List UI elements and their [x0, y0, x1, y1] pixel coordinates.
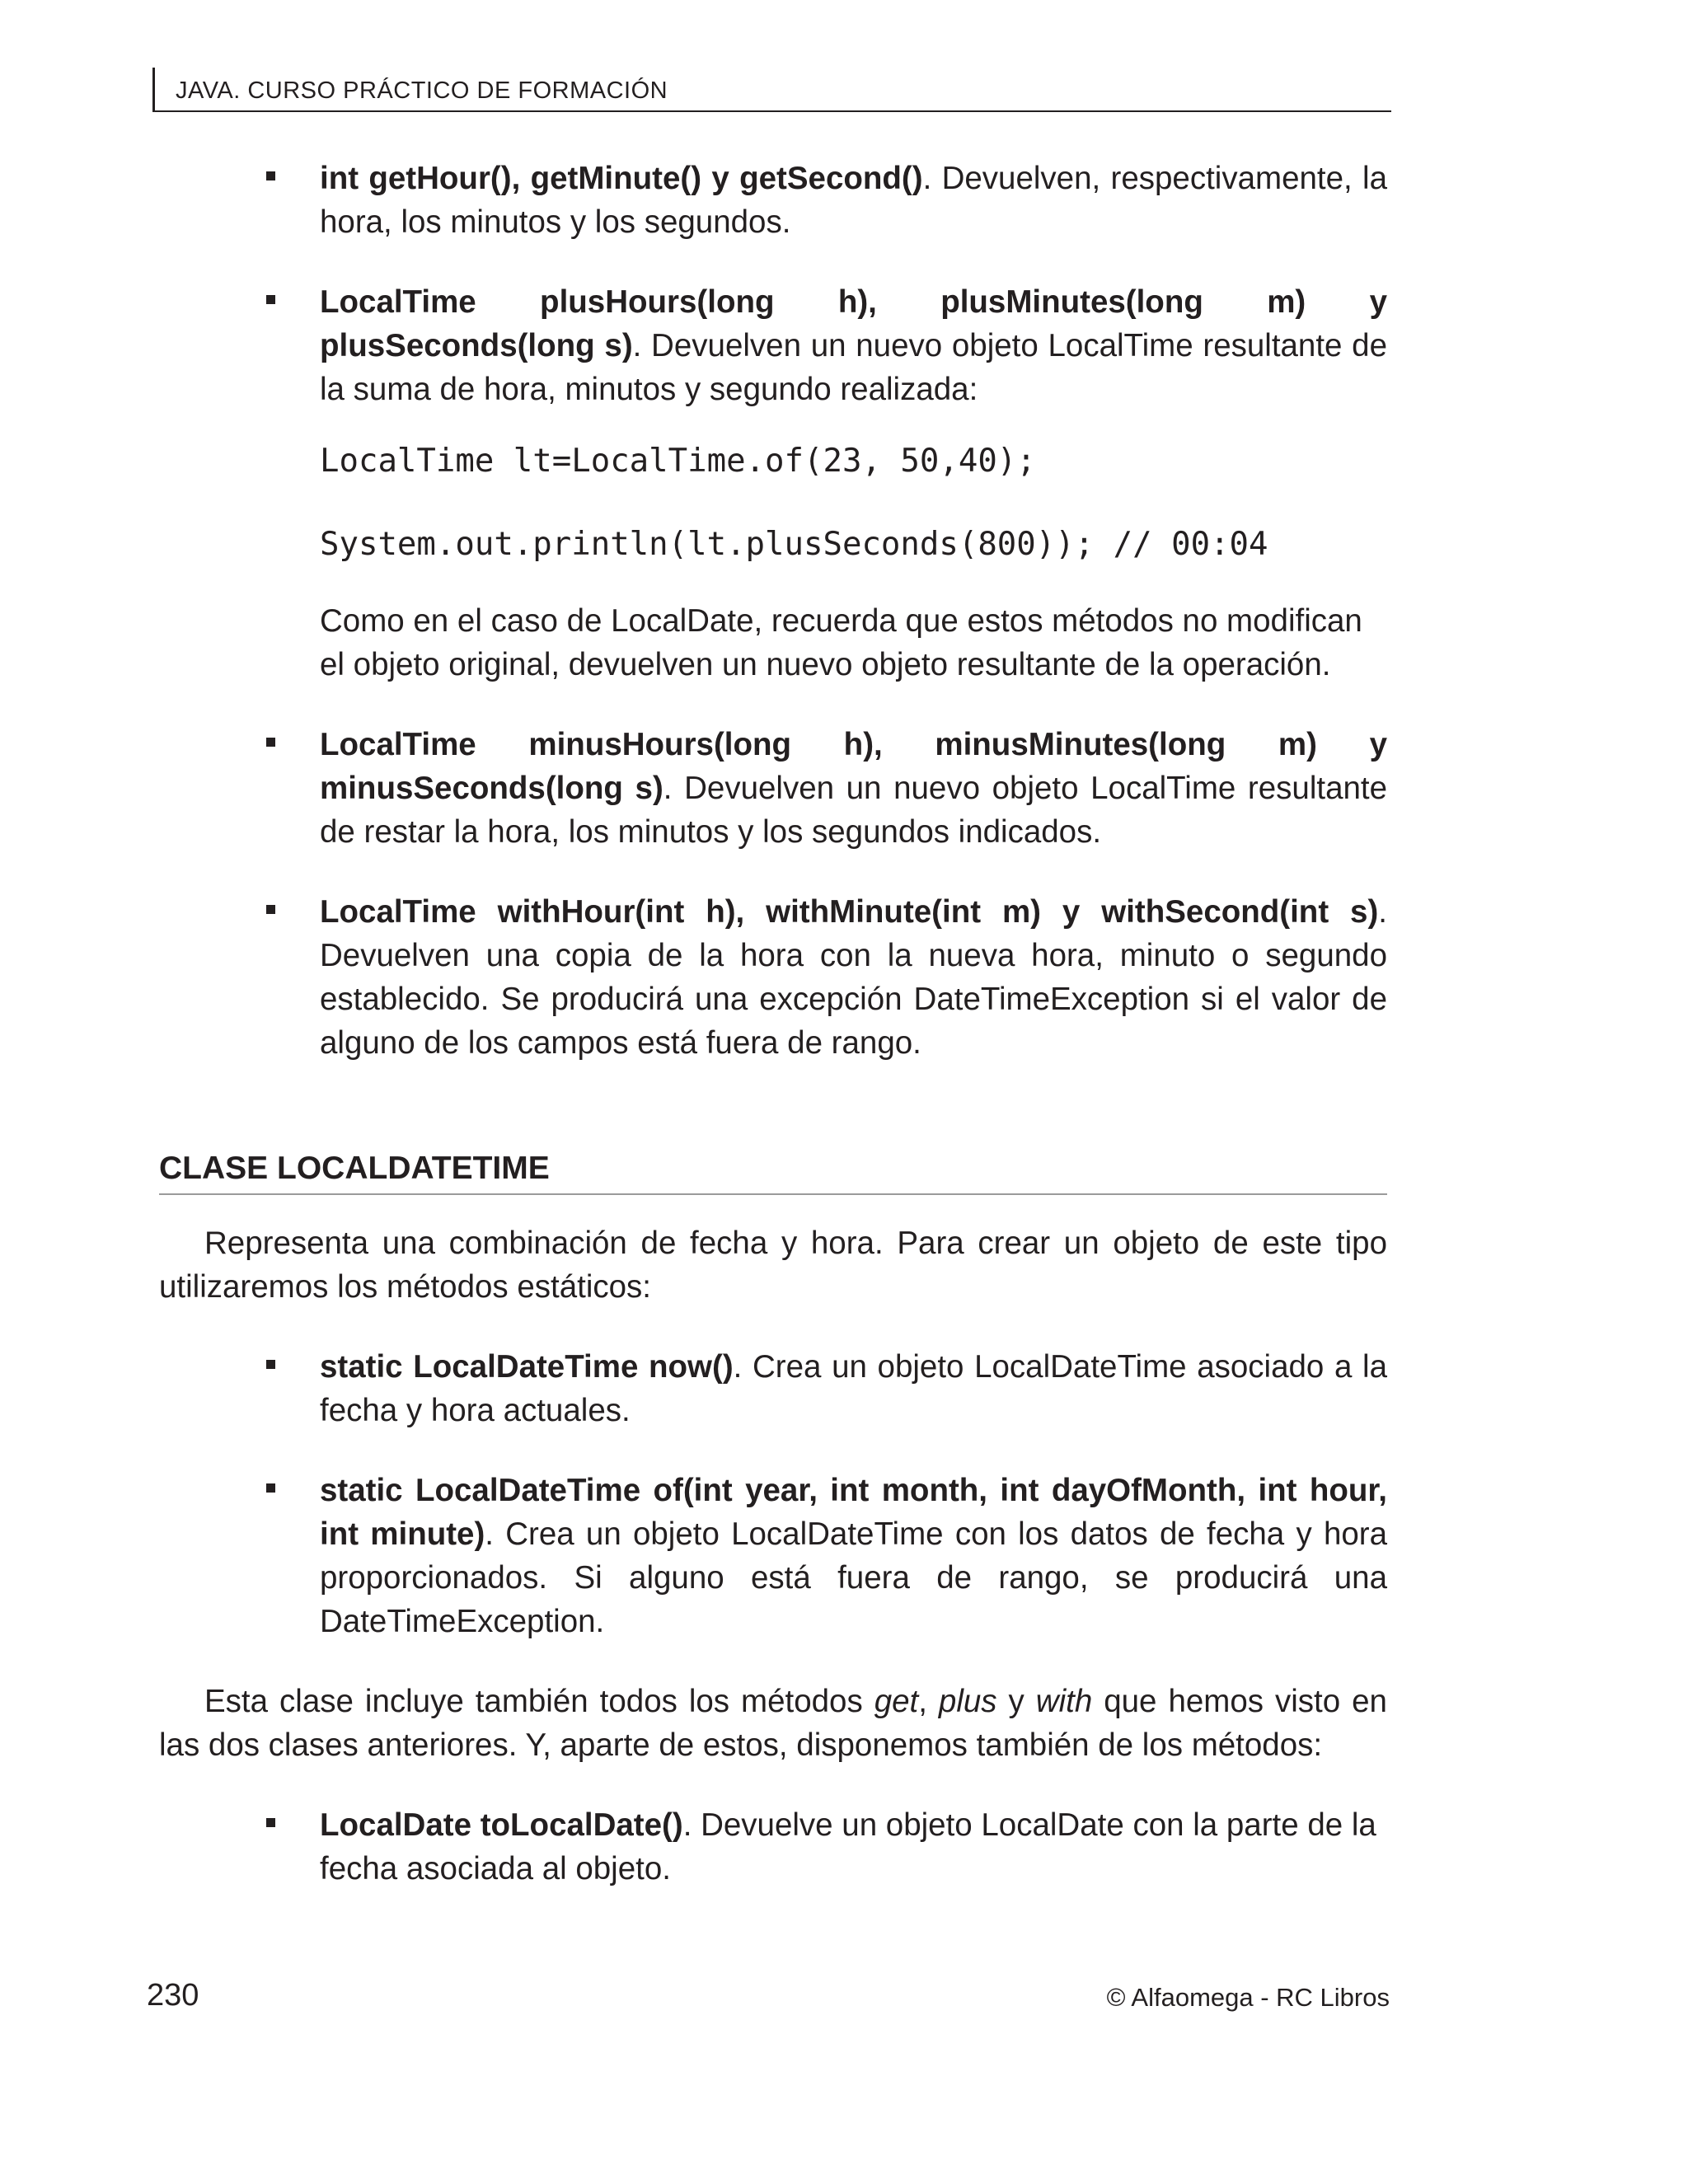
text-run: Esta clase incluye también todos los métodos — [204, 1684, 874, 1719]
list-item-now — [159, 1345, 1387, 1432]
text-run: y — [996, 1684, 1036, 1719]
italic-get: get — [874, 1684, 919, 1719]
section-heading: CLASE LOCALDATETIME — [159, 1147, 1387, 1195]
code-line-println: System.out.println(lt.plusSeconds(800)); // 00:04 — [320, 526, 1268, 563]
copyright-notice: © Alfaomega - RC Libros — [1106, 1983, 1390, 2012]
method-description: . Devuelven una copia de la hora con la nueva hora, minuto o segundo establecido. Se producirá una excepción DateTimeException si el valor de alguno de los campos está fuera de rango. — [320, 894, 1387, 1061]
list-item-plushours — [159, 280, 1387, 687]
paragraph-methods — [159, 1680, 1387, 1767]
page-number: 230 — [147, 1978, 199, 2013]
text-run: , — [918, 1684, 939, 1719]
method-description: . Devuelven un nuevo objeto LocalTime resultante de restar la hora, los minutos y los segundos indicados. — [320, 771, 1388, 850]
method-signature-line1: LocalTime minusHours(long h), minusMinutes(long m) y — [320, 727, 1387, 762]
method-description: . Devuelven un nuevo objeto LocalTime resultante de la suma de hora, minutos y segundo realizada: — [320, 328, 1388, 407]
note-paragraph: Como en el caso de LocalDate, recuerda que estos métodos no modifican el objeto original, devuelven un nuevo objeto resultante de la operación. — [320, 603, 1362, 682]
method-signature: static LocalDateTime of(int year, int month, int dayOfMonth, int hour, int minute) — [320, 1473, 1387, 1552]
method-signature: LocalDate toLocalDate() — [320, 1807, 683, 1843]
method-signature: int getHour(), getMinute() y getSecond() — [320, 161, 923, 196]
list-item-of — [159, 1469, 1387, 1643]
method-signature: static LocalDateTime now() — [320, 1349, 734, 1385]
page-body — [159, 157, 1387, 1927]
method-signature: LocalTime withHour(int h), withMinute(int m) y withSecond(int s) — [320, 894, 1379, 930]
method-signature-line2: minusSeconds(long s) — [320, 771, 663, 806]
method-description: . Devuelven, respectivamente, la hora, los minutos y los segundos. — [320, 161, 1387, 240]
method-description: . Crea un objeto LocalDateTime con los datos de fecha y hora proporcionados. Si alguno está fuera de rango, se producirá una DateTimeException. — [320, 1516, 1387, 1639]
code-line-localtime-of: LocalTime lt=LocalTime.of(23, 50,40); — [320, 443, 1036, 480]
italic-plus: plus — [938, 1684, 997, 1719]
list-item-tolocaldate — [159, 1803, 1387, 1891]
running-header-title: JAVA. CURSO PRÁCTICO DE FORMACIÓN — [176, 77, 668, 104]
text-run: que hemos visto en las dos clases anteriores. Y, aparte de estos, disponemos también de los métodos: — [159, 1684, 1387, 1763]
list-item-withhour — [159, 890, 1387, 1065]
paragraph-intro: Representa una combinación de fecha y hora. Para crear un objeto de este tipo utilizaremos los métodos estáticos: — [159, 1226, 1387, 1305]
list-item-minushours — [159, 723, 1387, 854]
method-description: . Devuelve un objeto LocalDate con la parte de la fecha asociada al objeto. — [320, 1807, 1376, 1886]
running-header — [152, 68, 1391, 112]
method-signature: LocalTime plusHours(long h), plusMinutes(long m) y plusSeconds(long s) — [320, 284, 1387, 363]
method-description: . Crea un objeto LocalDateTime asociado a la fecha y hora actuales. — [320, 1349, 1387, 1428]
italic-with: with — [1035, 1684, 1093, 1719]
list-item-gethour — [159, 157, 1387, 244]
